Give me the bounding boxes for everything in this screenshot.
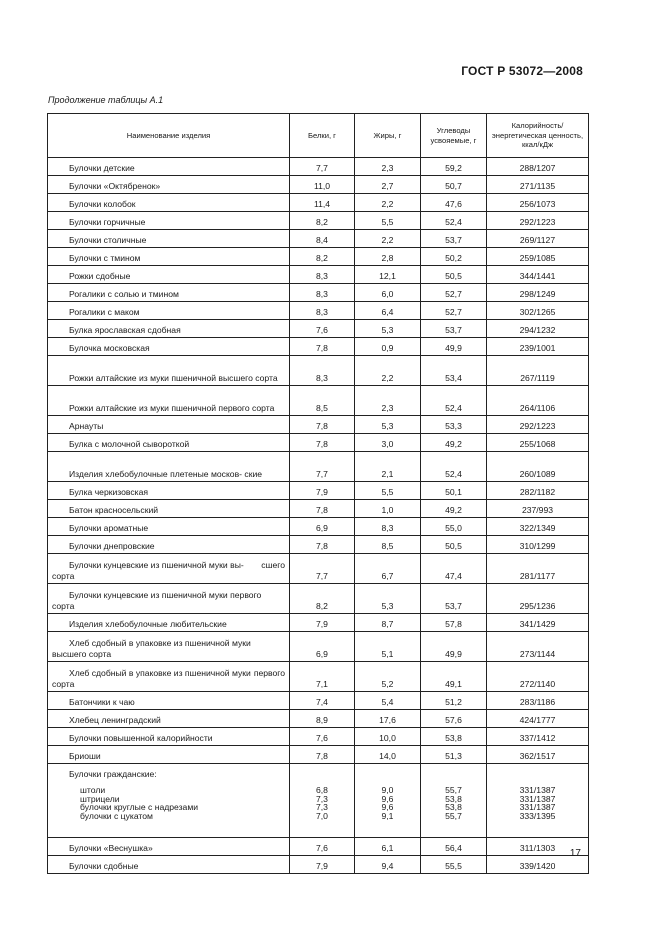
fat-cell: 5,3 — [355, 416, 421, 434]
fat-cell: 6,7 — [355, 554, 421, 584]
carbs-cell: 50,2 — [421, 248, 487, 266]
fat-cell: 5,3 — [355, 320, 421, 338]
protein-cell: 11,4 — [290, 194, 355, 212]
group-energy-list — [491, 786, 584, 820]
table-row — [48, 518, 589, 536]
product-name-cell — [48, 386, 290, 416]
fat-cell: 5,4 — [355, 692, 421, 710]
carbs-cell: 52,7 — [421, 284, 487, 302]
fat-cell: 14,0 — [355, 746, 421, 764]
energy-cell: 424/1777 — [487, 710, 589, 728]
energy-cell: 298/1249 — [487, 284, 589, 302]
energy-cell: 267/1119 — [487, 356, 589, 386]
energy-cell: 292/1223 — [487, 212, 589, 230]
table-row — [48, 536, 589, 554]
table-header-row — [48, 114, 589, 158]
product-name-cell: Булочки колобок — [48, 194, 290, 212]
energy-cell: 256/1073 — [487, 194, 589, 212]
table-row — [48, 662, 589, 692]
protein-cell: 7,9 — [290, 856, 355, 874]
column-header-fat: Жиры, г — [355, 114, 421, 158]
energy-cell: 337/1412 — [487, 728, 589, 746]
protein-cell: 6,9 — [290, 632, 355, 662]
protein-cell: 7,1 — [290, 662, 355, 692]
product-name-cell — [48, 584, 290, 614]
product-name-line-2: сшего сорта — [52, 560, 285, 581]
protein-cell: 7,9 — [290, 614, 355, 632]
table-row — [48, 176, 589, 194]
energy-cell: 344/1441 — [487, 266, 589, 284]
product-name-cell: Хлебец ленинградский — [48, 710, 290, 728]
table-row — [48, 838, 589, 856]
group-item-energy: 331/1387 — [519, 785, 556, 795]
fat-cell: 17,6 — [355, 710, 421, 728]
protein-cell: 8,2 — [290, 584, 355, 614]
energy-cell: 260/1089 — [487, 452, 589, 482]
carbs-cell: 52,4 — [421, 212, 487, 230]
energy-cell: 273/1144 — [487, 632, 589, 662]
energy-cell: 259/1085 — [487, 248, 589, 266]
protein-cell: 8,3 — [290, 266, 355, 284]
carbs-cell: 53,3 — [421, 416, 487, 434]
document-code: ГОСТ Р 53072—2008 — [461, 64, 583, 78]
carbs-cell: 50,7 — [421, 176, 487, 194]
table-row — [48, 692, 589, 710]
product-name-line-1: Рожки алтайские из муки пшеничной первого — [69, 403, 250, 413]
table-row — [48, 554, 589, 584]
fat-cell: 2,3 — [355, 386, 421, 416]
energy-cell: 292/1223 — [487, 416, 589, 434]
protein-cell: 11,0 — [290, 176, 355, 194]
energy-cell: 311/1303 — [487, 838, 589, 856]
fat-cell: 2,8 — [355, 248, 421, 266]
fat-cell: 8,7 — [355, 614, 421, 632]
product-name-cell: Булочки повышенной калорийности — [48, 728, 290, 746]
product-name-line-1: Булочки кунцевские из пшеничной муки первого — [69, 590, 262, 600]
protein-cell: 8,3 — [290, 284, 355, 302]
group-item-name: булочки с цукатом — [80, 810, 153, 821]
product-name-cell: Булочки сдобные — [48, 856, 290, 874]
carbs-cell: 53,7 — [421, 584, 487, 614]
fat-cell: 1,0 — [355, 500, 421, 518]
table-caption: Продолжение таблицы А.1 — [48, 95, 164, 105]
protein-cell: 7,4 — [290, 692, 355, 710]
group-item-fat: 9,6 — [381, 793, 394, 804]
column-header-energy: Калорийность/ энергетическая ценность, ккал/кДж — [487, 114, 589, 158]
fat-cell: 3,0 — [355, 434, 421, 452]
group-carbs-list — [425, 786, 482, 820]
carbs-cell: 50,1 — [421, 482, 487, 500]
fat-cell: 2,2 — [355, 194, 421, 212]
fat-cell: 5,2 — [355, 662, 421, 692]
product-name-cell: Булочки «Октябренок» — [48, 176, 290, 194]
carbs-cell: 49,9 — [421, 632, 487, 662]
carbs-cell: 51,3 — [421, 746, 487, 764]
protein-cell: 7,8 — [290, 536, 355, 554]
product-name-line-2: первого сорта — [52, 668, 285, 689]
fat-cell: 9,4 — [355, 856, 421, 874]
protein-cell: 7,8 — [290, 338, 355, 356]
table-row — [48, 284, 589, 302]
energy-cell: 283/1186 — [487, 692, 589, 710]
energy-cell: 341/1429 — [487, 614, 589, 632]
protein-cell: 8,3 — [290, 356, 355, 386]
carbs-cell: 57,8 — [421, 614, 487, 632]
product-name-cell: Рогалики с солью и тмином — [48, 284, 290, 302]
product-name-cell: Рожки сдобные — [48, 266, 290, 284]
group-item-fat: 9,6 — [381, 802, 394, 813]
group-item-carbs: 53,8 — [445, 793, 462, 804]
product-name-line-2: сорта — [252, 403, 275, 413]
group-item-name: булочки круглые с надрезами — [80, 802, 199, 813]
protein-cell: 6,9 — [290, 518, 355, 536]
energy-cell: 339/1420 — [487, 856, 589, 874]
table-row — [48, 746, 589, 764]
group-item-carbs: 55,7 — [445, 810, 462, 821]
fat-cell: 2,7 — [355, 176, 421, 194]
table-row — [48, 320, 589, 338]
group-item-energy: 331/1387 — [519, 793, 556, 804]
carbs-cell: 52,4 — [421, 452, 487, 482]
energy-cell: 264/1106 — [487, 386, 589, 416]
group-carbs-cell — [421, 764, 487, 838]
product-name-cell: Булка ярославская сдобная — [48, 320, 290, 338]
table-row — [48, 434, 589, 452]
protein-cell: 7,8 — [290, 500, 355, 518]
protein-cell: 7,8 — [290, 434, 355, 452]
product-name-cell: Булочки горчичные — [48, 212, 290, 230]
table-row — [48, 728, 589, 746]
carbs-cell: 57,6 — [421, 710, 487, 728]
column-header-name: Наименование изделия — [48, 114, 290, 158]
group-item-protein: 7,3 — [316, 802, 328, 813]
energy-cell: 294/1232 — [487, 320, 589, 338]
table-row — [48, 230, 589, 248]
product-name-line-2: сорта — [255, 373, 278, 383]
protein-cell: 7,6 — [290, 728, 355, 746]
product-name-cell — [48, 554, 290, 584]
carbs-cell: 53,8 — [421, 728, 487, 746]
group-protein-list — [294, 786, 350, 820]
product-name-cell — [48, 356, 290, 386]
table-row — [48, 266, 589, 284]
group-fat-list — [359, 786, 416, 820]
energy-cell: 288/1207 — [487, 158, 589, 176]
carbs-cell: 56,4 — [421, 838, 487, 856]
table-row — [48, 416, 589, 434]
table-row — [48, 212, 589, 230]
page-number: 17 — [569, 848, 581, 859]
table-row — [48, 302, 589, 320]
fat-cell: 0,9 — [355, 338, 421, 356]
protein-cell: 7,7 — [290, 158, 355, 176]
group-name-cell — [48, 764, 290, 838]
product-name-cell: Изделия хлебобулочные любительские — [48, 614, 290, 632]
table-row — [48, 584, 589, 614]
product-name-line-2: высшего сорта — [52, 649, 112, 659]
product-name-cell: Булка черкизовская — [48, 482, 290, 500]
fat-cell: 5,5 — [355, 212, 421, 230]
group-item-protein: 7,3 — [316, 793, 328, 804]
fat-cell: 6,0 — [355, 284, 421, 302]
group-item-protein: 6,8 — [316, 785, 328, 795]
protein-cell: 8,2 — [290, 248, 355, 266]
product-name-cell: Батон красносельский — [48, 500, 290, 518]
product-name-cell: Булочки столичные — [48, 230, 290, 248]
fat-cell: 2,1 — [355, 452, 421, 482]
product-name-cell: Булка с молочной сывороткой — [48, 434, 290, 452]
carbs-cell: 51,2 — [421, 692, 487, 710]
group-item-fat: 9,0 — [381, 785, 394, 795]
table-row — [48, 856, 589, 874]
group-energy-cell — [487, 764, 589, 838]
table-row — [48, 356, 589, 386]
protein-cell: 7,7 — [290, 554, 355, 584]
product-name-line-1: Хлеб сдобный в упаковке из пшеничной муки — [69, 668, 251, 678]
energy-cell: 282/1182 — [487, 482, 589, 500]
product-name-cell: Бриоши — [48, 746, 290, 764]
group-fat-cell — [355, 764, 421, 838]
product-name-line-2: сорта — [52, 601, 75, 611]
carbs-cell: 52,4 — [421, 386, 487, 416]
fat-cell: 2,2 — [355, 230, 421, 248]
table-row — [48, 338, 589, 356]
column-header-carbs: Углеводы усвояемые, г — [421, 114, 487, 158]
protein-cell: 7,9 — [290, 482, 355, 500]
nutrition-table — [47, 113, 589, 874]
table-row — [48, 710, 589, 728]
group-item-energy: 333/1395 — [519, 810, 556, 821]
fat-cell: 5,1 — [355, 632, 421, 662]
energy-cell: 237/993 — [487, 500, 589, 518]
fat-cell: 5,3 — [355, 584, 421, 614]
product-name-cell: Булочки с тмином — [48, 248, 290, 266]
product-name-cell: Рогалики с маком — [48, 302, 290, 320]
energy-cell: 281/1177 — [487, 554, 589, 584]
energy-cell: 322/1349 — [487, 518, 589, 536]
product-name-line-1: Изделия хлебобулочные плетеные москов- — [69, 469, 243, 479]
product-name-cell: Булочки днепровские — [48, 536, 290, 554]
carbs-cell: 47,6 — [421, 194, 487, 212]
carbs-cell: 50,5 — [421, 536, 487, 554]
fat-cell: 10,0 — [355, 728, 421, 746]
group-protein-cell — [290, 764, 355, 838]
table-row — [48, 158, 589, 176]
product-name-cell: Булочки ароматные — [48, 518, 290, 536]
fat-cell: 6,4 — [355, 302, 421, 320]
energy-cell: 239/1001 — [487, 338, 589, 356]
product-name-line-1: Рожки алтайские из муки пшеничной высшего — [69, 373, 253, 383]
fat-cell: 2,3 — [355, 158, 421, 176]
table-row — [48, 500, 589, 518]
table-row — [48, 632, 589, 662]
carbs-cell: 49,2 — [421, 500, 487, 518]
energy-cell: 269/1127 — [487, 230, 589, 248]
protein-cell: 8,3 — [290, 302, 355, 320]
table-row — [48, 452, 589, 482]
product-name-cell — [48, 662, 290, 692]
group-item-carbs: 55,7 — [445, 785, 462, 795]
carbs-cell: 47,4 — [421, 554, 487, 584]
energy-cell: 302/1265 — [487, 302, 589, 320]
table-row — [48, 386, 589, 416]
column-header-protein: Белки, г — [290, 114, 355, 158]
group-item-energy: 331/1387 — [519, 802, 556, 813]
group-item-name: штрицели — [80, 793, 120, 804]
table-row — [48, 248, 589, 266]
protein-cell: 8,2 — [290, 212, 355, 230]
energy-cell: 362/1517 — [487, 746, 589, 764]
protein-cell: 7,8 — [290, 416, 355, 434]
group-item-name: штоли — [80, 785, 106, 795]
fat-cell: 2,2 — [355, 356, 421, 386]
table-row — [48, 194, 589, 212]
energy-cell: 255/1068 — [487, 434, 589, 452]
product-name-cell: Батончики к чаю — [48, 692, 290, 710]
product-name-line-1: Хлеб сдобный в упаковке из пшеничной муки — [69, 638, 251, 648]
carbs-cell: 53,4 — [421, 356, 487, 386]
group-item-protein: 7,0 — [316, 810, 328, 821]
product-name-line-2: ские — [244, 469, 263, 479]
energy-cell: 271/1135 — [487, 176, 589, 194]
fat-cell: 8,5 — [355, 536, 421, 554]
carbs-cell: 59,2 — [421, 158, 487, 176]
group-item-fat: 9,1 — [381, 810, 394, 821]
energy-cell: 295/1236 — [487, 584, 589, 614]
product-name-cell: Арнауты — [48, 416, 290, 434]
carbs-cell: 53,7 — [421, 230, 487, 248]
group-title: Булочки гражданские: — [69, 769, 157, 779]
carbs-cell: 53,7 — [421, 320, 487, 338]
energy-cell: 310/1299 — [487, 536, 589, 554]
carbs-cell: 55,0 — [421, 518, 487, 536]
table-row-group — [48, 764, 589, 838]
protein-cell: 7,7 — [290, 452, 355, 482]
fat-cell: 12,1 — [355, 266, 421, 284]
carbs-cell: 52,7 — [421, 302, 487, 320]
product-name-line-1: Булочки кунцевские из пшеничной муки вы- — [69, 560, 244, 570]
protein-cell: 7,6 — [290, 838, 355, 856]
protein-cell: 7,6 — [290, 320, 355, 338]
product-name-cell — [48, 452, 290, 482]
fat-cell: 8,3 — [355, 518, 421, 536]
carbs-cell: 49,9 — [421, 338, 487, 356]
protein-cell: 7,8 — [290, 746, 355, 764]
product-name-cell: Булочки «Веснушка» — [48, 838, 290, 856]
protein-cell: 8,4 — [290, 230, 355, 248]
carbs-cell: 49,2 — [421, 434, 487, 452]
carbs-cell: 49,1 — [421, 662, 487, 692]
fat-cell: 6,1 — [355, 838, 421, 856]
product-name-cell — [48, 632, 290, 662]
protein-cell: 8,5 — [290, 386, 355, 416]
energy-cell: 272/1140 — [487, 662, 589, 692]
protein-cell: 8,9 — [290, 710, 355, 728]
product-name-cell: Булочка московская — [48, 338, 290, 356]
table-row — [48, 482, 589, 500]
table-row — [48, 614, 589, 632]
fat-cell: 5,5 — [355, 482, 421, 500]
product-name-cell: Булочки детские — [48, 158, 290, 176]
carbs-cell: 50,5 — [421, 266, 487, 284]
group-item-carbs: 53,8 — [445, 802, 462, 813]
group-item-list — [69, 786, 285, 820]
carbs-cell: 55,5 — [421, 856, 487, 874]
